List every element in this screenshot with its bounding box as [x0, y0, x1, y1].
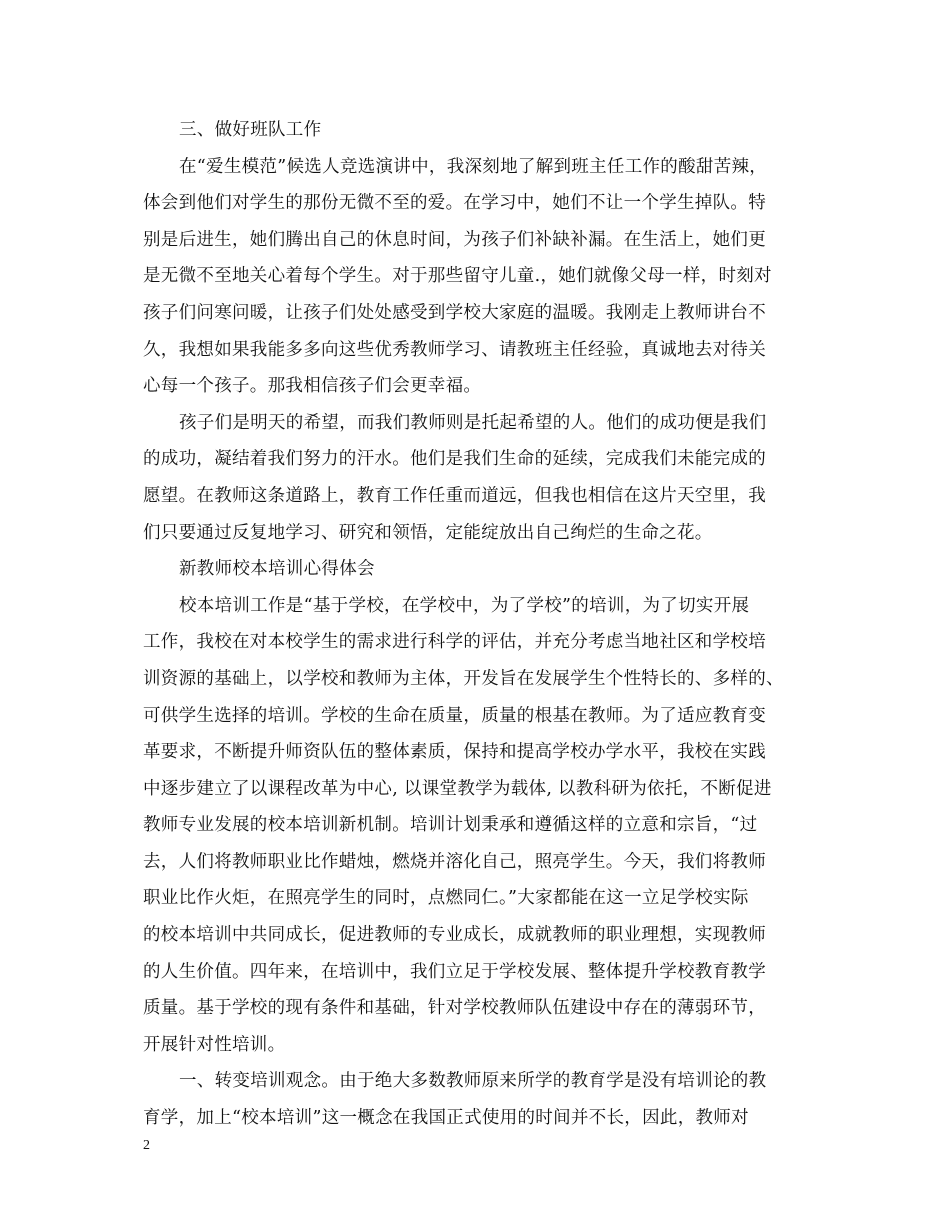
text-line: 新教师校本培训心得体会 [179, 559, 375, 580]
document-body [143, 112, 823, 1137]
text-line: 职业比作火炬，在照亮学生的同时，点燃同仁。”大家都能在这一立足学校实际 [143, 888, 749, 909]
page-number: 2 [143, 1138, 150, 1153]
text-line: 的成功，凝结着我们努力的汗水。他们是我们生命的延续，完成我们未能完成的 [143, 449, 766, 470]
text-line: 们只要通过反复地学习、研究和领悟，定能绽放出自己绚烂的生命之花。 [143, 522, 713, 543]
text-line: 去，人们将教师职业比作蜡烛，燃烧并溶化自己，照亮学生。今天，我们将教师 [143, 851, 766, 872]
text-line: 是无微不至地关心着每个学生。对于那些留守儿童.，她们就像父母一样，时刻对 [143, 266, 772, 287]
text-line: 孩子们是明天的希望，而我们教师则是托起希望的人。他们的成功便是我们 [179, 412, 767, 433]
text-line: 开展针对性培训。 [143, 1034, 286, 1055]
text-line: 孩子们问寒问暖，让孩子们处处感受到学校大家庭的温暖。我刚走上教师讲台不 [143, 302, 766, 323]
text-line: 革要求，不断提升师资队伍的整体素质，保持和提高学校办学水平，我校在实践 [143, 742, 766, 763]
text-line: 愿望。在教师这条道路上，教育工作任重而道远，但我也相信在这片天空里，我 [143, 485, 766, 506]
text-line: 训资源的基础上，以学校和教师为主体，开发旨在发展学生个性特长的、多样的、 [143, 668, 784, 689]
text-line: 中逐步建立了以课程改革为中心, 以课堂教学为载体, 以教科研为依托，不断促进 [143, 778, 772, 799]
text-line: 心每一个孩子。那我相信孩子们会更幸福。 [143, 376, 482, 397]
text-line: 可供学生选择的培训。学校的生命在质量，质量的根基在教师。为了适应教育变 [143, 705, 766, 726]
text-line: 别是后进生，她们腾出自己的休息时间，为孩子们补缺补漏。在生活上，她们更 [143, 229, 766, 250]
text-line: 质量。基于学校的现有条件和基础，针对学校教师队伍建设中存在的薄弱环节， [143, 998, 766, 1019]
text-line: 久，我想如果我能多多向这些优秀教师学习、请教班主任经验，真诚地去对待关 [143, 339, 766, 360]
text-line: 一、转变培训观念。由于绝大多数教师原来所学的教育学是没有培训论的教 [179, 1071, 767, 1092]
text-line: 体会到他们对学生的那份无微不至的爱。在学习中，她们不让一个学生掉队。特 [143, 193, 766, 214]
text-line: 校本培训工作是“基于学校，在学校中，为了学校”的培训，为了切实开展 [179, 595, 750, 616]
text-line: 在“爱生模范”候选人竞选演讲中，我深刻地了解到班主任工作的酸甜苦辣， [179, 156, 768, 177]
text-line: 的人生价值。四年来，在培训中，我们立足于学校发展、整体提升学校教育教学 [143, 961, 766, 982]
text-line: 的校本培训中共同成长，促进教师的专业成长，成就教师的职业理想，实现教师 [143, 925, 766, 946]
text-line: 教师专业发展的校本培训新机制。培训计划秉承和遵循这样的立意和宗旨，“过 [143, 815, 758, 836]
text-line: 工作，我校在对本校学生的需求进行科学的评估，并充分考虑当地社区和学校培 [143, 632, 766, 653]
text-line: 育学，加上“校本培训”这一概念在我国正式使用的时间并不长，因此，教师对 [143, 1108, 749, 1129]
text-line: 三、做好班队工作 [179, 120, 322, 140]
